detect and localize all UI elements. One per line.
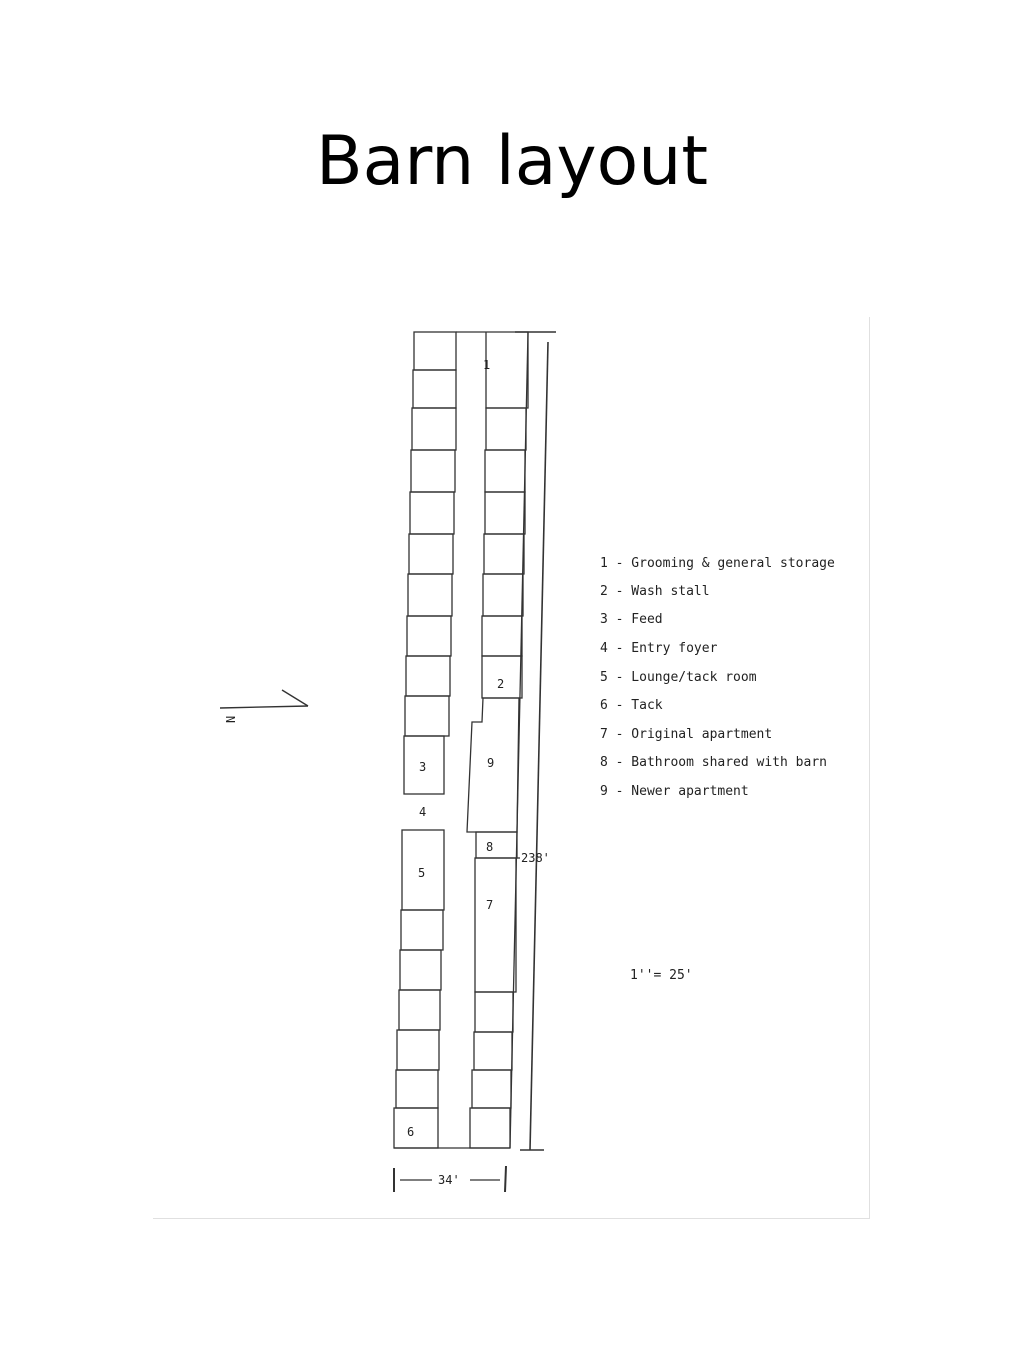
legend — [600, 556, 835, 799]
room-4-label: 4 — [419, 805, 427, 819]
page-title: Barn layout — [316, 122, 708, 201]
room-7-outline — [475, 858, 516, 992]
room-8-label: 8 — [486, 840, 494, 854]
room-8-outline — [476, 832, 517, 858]
room-9-label: 9 — [487, 756, 495, 770]
room-7-label: 7 — [486, 898, 494, 912]
legend-item: 9 - Newer apartment — [600, 784, 749, 799]
legend-item: 1 - Grooming & general storage — [600, 556, 835, 571]
legend-item: 5 - Lounge/tack room — [600, 670, 757, 685]
room-2-label: 2 — [497, 677, 505, 691]
room-1-label: 1 — [483, 358, 491, 372]
north-label: N — [224, 715, 238, 723]
north-arrow-icon — [220, 690, 308, 708]
room-1-outline — [456, 332, 528, 408]
legend-item: 8 - Bathroom shared with barn — [600, 755, 827, 770]
room-6-label: 6 — [407, 1125, 415, 1139]
legend-item: 7 - Original apartment — [600, 727, 773, 742]
left-stall-column — [394, 332, 456, 1148]
legend-item: 2 - Wash stall — [600, 584, 710, 599]
room-5-label: 5 — [418, 866, 426, 880]
length-dimension-label: 238' — [521, 851, 550, 865]
scale-label: 1''= 25' — [630, 968, 693, 983]
legend-item: 6 - Tack — [600, 698, 663, 713]
room-3-label: 3 — [419, 760, 427, 774]
width-dimension-label: 34' — [438, 1173, 460, 1187]
legend-item: 4 - Entry foyer — [600, 641, 718, 656]
legend-item: 3 - Feed — [600, 612, 663, 627]
